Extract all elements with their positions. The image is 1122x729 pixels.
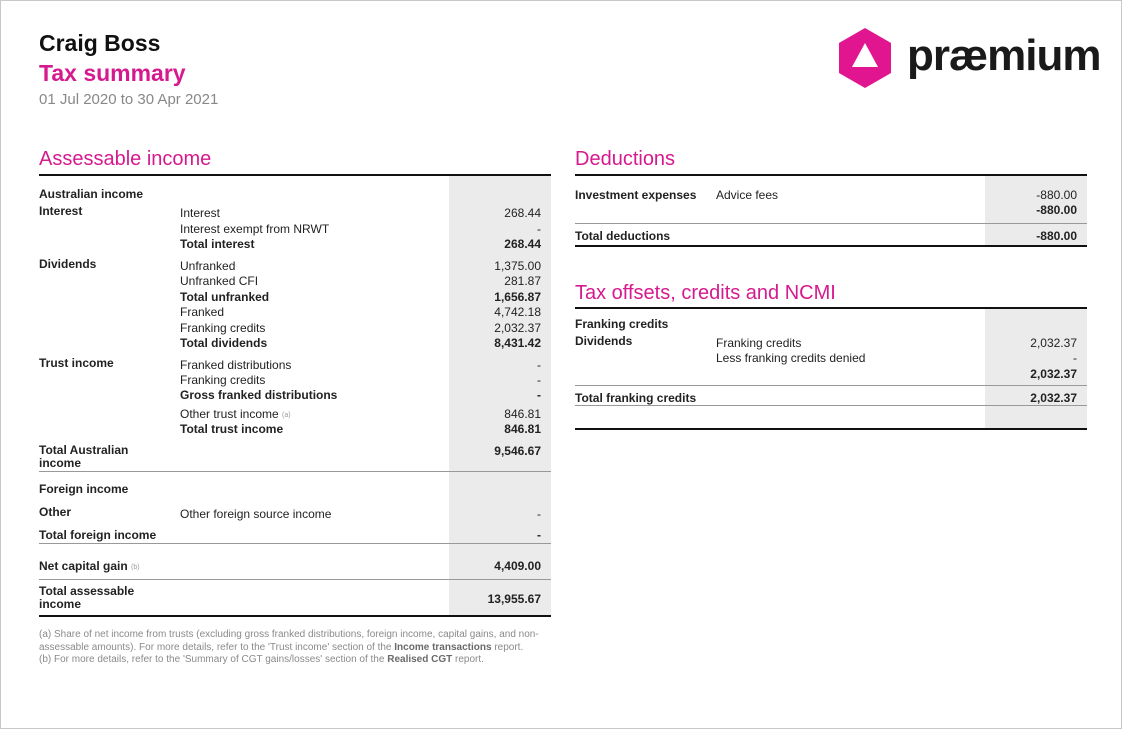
advice-fees-label: Advice fees [716,188,779,202]
total-australian-income-label [39,444,128,470]
footnote-b-marker: (b) [131,564,140,571]
footnotes [39,629,559,667]
client-name: Craig Boss [39,30,161,56]
australian-income-label: Australian income [39,187,144,201]
total-interest-value: 268.44 [504,237,541,251]
franked-distributions-value: - [537,358,541,372]
total-franking-credits-value: 2,032.37 [1030,391,1077,405]
offsets-bottom-rule [575,428,1087,430]
total-assessable-line1: Total assessable [39,584,135,598]
total-assessable-income-value: 13,955.67 [487,592,541,606]
total-dividends-value: 8,431.42 [494,336,541,350]
franked-value: 4,742.18 [494,305,541,319]
total-trust-income-value: 846.81 [504,422,541,436]
deductions-bottom-rule [575,245,1087,247]
interest-label: Interest [180,206,221,220]
offsets-franking-credits-value: 2,032.37 [1030,336,1077,350]
unfranked-cfi-value: 281.87 [504,274,541,288]
net-capital-gain-text: Net capital gain [39,559,128,573]
footnote-a-end: report. [491,641,524,653]
logo-wordmark: præmium [907,31,1101,80]
interest-group-label: Interest [39,204,83,218]
franking-credits-label: Franking credits [180,321,266,335]
total-unfranked-label: Total unfranked [180,290,270,304]
offsets-dividends-label: Dividends [575,334,633,348]
total-australian-line1: Total Australian [39,443,129,457]
other-trust-income-label [180,407,291,421]
footnote-b-text: (b) For more details, refer to the 'Summary of CGT gains/losses' section of the [39,654,388,665]
unfranked-cfi-label: Unfranked CFI [180,274,259,288]
realised-cgt-ref: Realised CGT [387,654,453,665]
total-assessable-line2: income [39,597,82,611]
total-trust-income-label: Total trust income [180,422,284,436]
divider [575,385,1087,386]
income-transactions-ref: Income transactions [394,641,492,653]
net-capital-gain-label [39,559,140,573]
franking-credits-value: 2,032.37 [494,321,541,335]
unfranked-value: 1,375.00 [494,259,541,273]
footnote-a [39,629,559,654]
advice-fees-value: -880.00 [1036,188,1077,202]
trust-franking-credits-label: Franking credits [180,373,266,387]
interest-exempt-label: Interest exempt from NRWT [180,222,330,236]
dividends-group-label: Dividends [39,257,97,271]
total-foreign-income-label: Total foreign income [39,528,157,542]
total-deductions-value: -880.00 [1036,229,1077,243]
trust-franking-credits-value: - [537,373,541,387]
total-interest-label: Total interest [180,237,255,251]
other-foreign-source-income-value: - [537,507,541,521]
foreign-income-label: Foreign income [39,482,129,496]
total-assessable-income-label [39,585,134,611]
franking-credits-heading: Franking credits [575,317,669,331]
assessable-bottom-rule [39,615,551,617]
offsets-franking-credits-label: Franking credits [716,336,802,350]
total-dividends-label: Total dividends [180,336,268,350]
total-franking-credits-label: Total franking credits [575,391,697,405]
less-franking-credits-denied-label: Less franking credits denied [716,351,866,365]
praemium-logo [837,27,1101,89]
total-australian-income-value: 9,546.67 [494,444,541,458]
net-capital-gain-value: 4,409.00 [494,559,541,573]
less-franking-credits-denied-value: - [1073,351,1077,365]
page-title: Tax summary [39,60,186,86]
total-australian-line2: income [39,456,82,470]
interest-value: 268.44 [504,206,541,220]
divider [39,471,551,472]
praemium-logo-icon [837,27,893,89]
total-foreign-income-value: - [537,528,541,542]
other-foreign-source-income-label: Other foreign source income [180,507,332,521]
divider [575,405,1087,406]
other-trust-income-text: Other trust income [180,407,279,421]
total-unfranked-value: 1,656.87 [494,290,541,304]
franked-label: Franked [180,305,225,319]
divider [39,543,551,544]
footnote-a-marker: (a) [282,412,291,419]
franked-distributions-label: Franked distributions [180,358,292,372]
other-group-label: Other [39,505,72,519]
trust-income-group-label: Trust income [39,356,114,370]
footnote-a-text: (a) Share of net income from trusts (excluding gross franked distributions, foreign income, capital gains, and non-assessable amounts). For more details, refer to the 'Trust income' section of the [39,629,539,653]
assessable-income-heading: Assessable income [39,148,212,170]
divider [575,223,1087,224]
unfranked-label: Unfranked [180,259,236,273]
footnote-b [39,654,559,667]
footnote-b-end: report. [452,654,484,665]
other-trust-income-value: 846.81 [504,407,541,421]
gross-franked-distributions-value: - [537,388,541,402]
interest-exempt-value: - [537,222,541,236]
investment-expenses-label: Investment expenses [575,188,697,202]
tax-offsets-heading: Tax offsets, credits and NCMI [575,282,836,304]
report-period: 01 Jul 2020 to 30 Apr 2021 [39,91,219,108]
total-deductions-label: Total deductions [575,229,671,243]
deductions-heading: Deductions [575,148,676,170]
investment-expenses-subtotal: -880.00 [1036,203,1077,217]
gross-franked-distributions-label: Gross franked distributions [180,388,338,402]
offsets-dividends-subtotal: 2,032.37 [1030,367,1077,381]
divider [39,579,551,580]
